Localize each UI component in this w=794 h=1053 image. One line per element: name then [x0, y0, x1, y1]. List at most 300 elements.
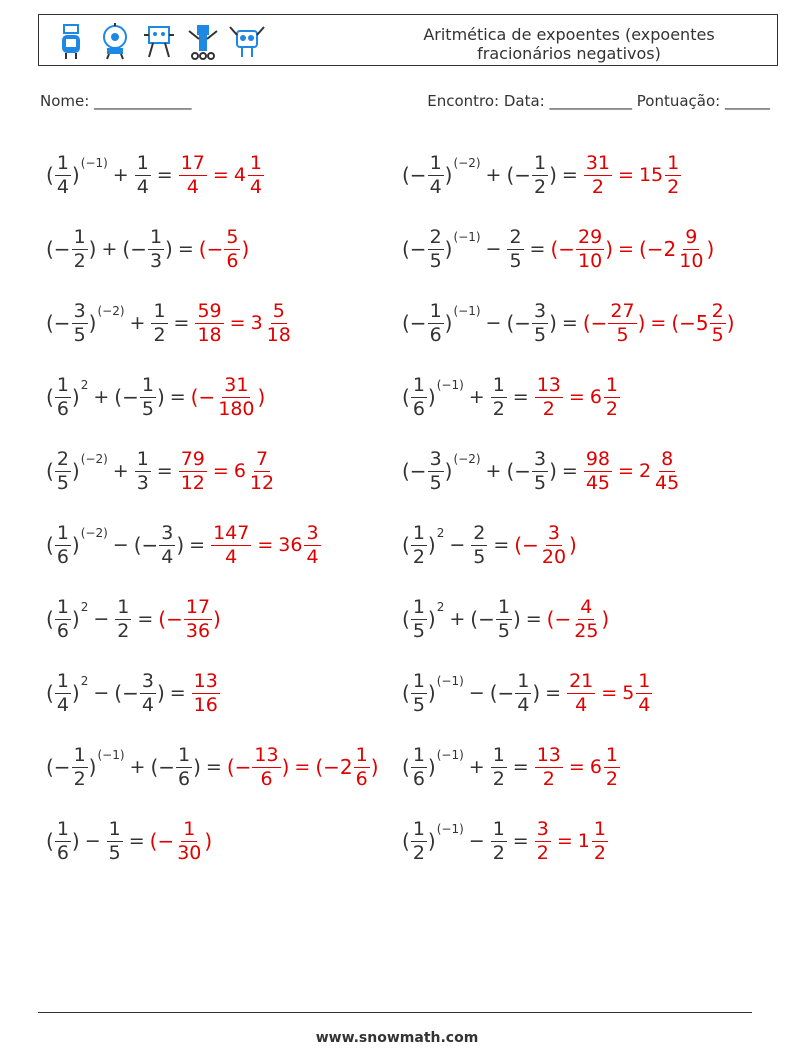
mixed-number — [233, 151, 265, 198]
exponent: (−1) — [436, 378, 464, 392]
fraction — [428, 151, 444, 198]
parenthesis: (− — [402, 163, 427, 187]
fraction — [135, 447, 151, 494]
denominator: 25 — [574, 619, 599, 642]
expression — [402, 669, 566, 716]
numerator: 1 — [412, 743, 425, 766]
fraction — [428, 225, 444, 272]
denominator: 5 — [56, 471, 69, 494]
robot-icon-3 — [139, 21, 179, 61]
operator: = — [212, 460, 229, 482]
denominator: 5 — [141, 397, 154, 420]
parenthesis: ) — [444, 237, 453, 261]
operator: = — [650, 312, 667, 334]
denominator: 5 — [429, 249, 442, 272]
operator: − — [485, 312, 502, 334]
robot-icon-2 — [95, 21, 135, 61]
expression — [402, 225, 550, 272]
numerator: 1 — [412, 595, 425, 618]
numerator: 5 — [272, 299, 285, 322]
denominator: 4 — [638, 693, 651, 716]
numerator: 17 — [185, 595, 211, 618]
exponent: 2 — [436, 526, 445, 540]
numerator: 2 — [473, 521, 486, 544]
exponent: (−2) — [453, 452, 481, 466]
denominator: 6 — [355, 767, 368, 790]
parenthesis: ) — [427, 607, 436, 631]
operator: = — [525, 608, 542, 630]
parenthesis: ( — [402, 755, 410, 779]
fraction — [428, 447, 444, 494]
denominator: 5 — [473, 545, 486, 568]
operator: = — [257, 534, 274, 556]
parenthesis: ( — [46, 385, 54, 409]
parenthesis: ( — [402, 681, 410, 705]
parenthesis: ( — [402, 533, 410, 557]
denominator: 6 — [226, 249, 239, 272]
numerator: 13 — [193, 669, 218, 692]
parenthesis: ) — [71, 533, 80, 557]
denominator: 5 — [412, 619, 425, 642]
operator: = — [568, 386, 585, 408]
fraction — [216, 373, 256, 420]
fraction — [535, 373, 563, 420]
denominator: 2 — [492, 397, 505, 420]
denominator: 4 — [186, 175, 199, 198]
fraction — [411, 743, 427, 790]
numerator: 3 — [161, 521, 174, 544]
numerator: 1 — [149, 225, 163, 248]
fraction — [55, 595, 71, 642]
numerator: 1 — [593, 817, 606, 840]
denominator: 18 — [266, 323, 291, 346]
numerator: 1 — [412, 521, 425, 544]
fraction — [151, 299, 167, 346]
fraction — [535, 817, 551, 864]
problem-14 — [402, 584, 609, 654]
expression — [402, 743, 534, 790]
denominator: 2 — [667, 175, 680, 198]
operator: = — [561, 164, 578, 186]
fraction — [471, 521, 487, 568]
answer — [534, 743, 621, 790]
problem-17 — [46, 732, 379, 802]
fraction — [411, 373, 427, 420]
problem-10 — [402, 436, 682, 506]
denominator: 5 — [616, 323, 629, 346]
fraction — [304, 521, 320, 568]
exponent: 2 — [80, 378, 89, 392]
numerator: 59 — [197, 299, 222, 322]
mixed-number — [233, 447, 277, 494]
fraction — [677, 225, 705, 272]
fraction — [354, 743, 370, 790]
numerator: 1 — [141, 373, 154, 396]
mixed-number — [577, 817, 609, 864]
problem-3 — [46, 214, 249, 284]
parenthesis: ( — [46, 607, 54, 631]
operator: = — [601, 682, 618, 704]
numerator: 1 — [492, 743, 505, 766]
fraction — [107, 817, 123, 864]
parenthesis: ) — [88, 755, 97, 779]
parenthesis: ) — [176, 533, 185, 557]
exponent: 2 — [80, 600, 89, 614]
fraction — [248, 151, 264, 198]
parenthesis: (− — [122, 237, 147, 261]
answer — [149, 817, 213, 864]
operator: + — [101, 238, 118, 260]
numerator: 2 — [509, 225, 522, 248]
answer — [194, 299, 293, 346]
problem-row — [46, 584, 766, 654]
numerator: 1 — [56, 521, 69, 544]
answer — [226, 743, 379, 790]
name-field-label: Nome: _____________ — [40, 92, 192, 110]
parenthesis: ) — [193, 755, 201, 779]
parenthesis: ) — [444, 163, 453, 187]
fraction — [55, 373, 71, 420]
numerator: 1 — [492, 373, 505, 396]
parenthesis: ) — [71, 459, 80, 483]
denominator: 4 — [161, 545, 174, 568]
fraction — [140, 669, 156, 716]
denominator: 4 — [429, 175, 442, 198]
parenthesis: ) — [427, 681, 436, 705]
parenthesis: (− — [46, 237, 71, 261]
fraction — [55, 521, 71, 568]
parenthesis: (− — [470, 607, 495, 631]
denominator: 30 — [177, 841, 202, 864]
problem-2 — [402, 140, 682, 210]
mixed-number — [638, 447, 682, 494]
numerator: 9 — [685, 225, 698, 248]
numerator: 1 — [429, 151, 442, 174]
numerator: 79 — [180, 447, 205, 470]
fraction — [653, 447, 681, 494]
parenthesis: (− — [114, 385, 139, 409]
parenthesis: ( — [402, 385, 410, 409]
operator: = — [545, 682, 562, 704]
numerator: 1 — [492, 817, 505, 840]
mixed-integer: 2 — [638, 460, 652, 482]
expression — [46, 447, 178, 494]
parenthesis: ) — [71, 681, 80, 705]
parenthesis: ) — [257, 385, 266, 409]
expression — [402, 595, 547, 642]
denominator: 4 — [225, 545, 238, 568]
problem-7 — [46, 362, 265, 432]
parenthesis: ) — [549, 163, 557, 187]
expression — [46, 743, 227, 790]
fraction — [72, 299, 88, 346]
footer-divider — [38, 1012, 752, 1013]
fraction — [592, 817, 608, 864]
mixed-integer: 5 — [622, 682, 635, 704]
parenthesis: (− — [114, 681, 139, 705]
parenthesis: ) — [281, 755, 290, 779]
mixed-integer: 6 — [233, 460, 246, 482]
fraction — [265, 299, 293, 346]
answer — [198, 225, 250, 272]
numerator: 1 — [56, 595, 69, 618]
fraction — [532, 299, 548, 346]
numerator: 1 — [56, 373, 69, 396]
numerator: 13 — [536, 743, 561, 766]
problem-9 — [46, 436, 277, 506]
numerator: 3 — [536, 817, 549, 840]
expression — [402, 151, 583, 198]
expression — [402, 447, 583, 494]
parenthesis: ( — [46, 459, 54, 483]
operator: − — [84, 830, 101, 852]
operator: + — [485, 164, 502, 186]
parenthesis: ) — [605, 237, 614, 261]
operator: = — [493, 534, 510, 556]
fraction — [567, 669, 595, 716]
parenthesis: ) — [427, 385, 436, 409]
denominator: 2 — [412, 841, 425, 864]
parenthesis: ) — [427, 755, 436, 779]
numerator: 1 — [117, 595, 130, 618]
parenthesis: ( — [46, 533, 54, 557]
expression — [402, 299, 583, 346]
fraction — [665, 151, 681, 198]
parenthesis: ) — [156, 681, 165, 705]
numerator: 8 — [661, 447, 674, 470]
operator: + — [468, 756, 485, 778]
parenthesis: (−5 — [671, 311, 709, 335]
numerator: 1 — [178, 743, 191, 766]
numerator: 1 — [153, 299, 166, 322]
mixed-number — [638, 151, 682, 198]
numerator: 3 — [141, 669, 154, 692]
fraction — [532, 151, 548, 198]
denominator: 10 — [578, 249, 603, 272]
fraction — [55, 817, 71, 864]
parenthesis: ) — [71, 829, 80, 853]
answer — [550, 225, 715, 272]
numerator: 2 — [429, 225, 442, 248]
answer — [583, 447, 682, 494]
fraction — [491, 817, 507, 864]
exponent: (−1) — [453, 230, 481, 244]
answer — [210, 521, 321, 568]
numerator: 3 — [429, 447, 442, 470]
parenthesis: (− — [506, 163, 532, 187]
answer — [178, 151, 265, 198]
operator: = — [212, 164, 229, 186]
fraction — [515, 669, 531, 716]
operator: = — [512, 756, 529, 778]
parenthesis: (− — [198, 237, 224, 261]
exponent: (−1) — [453, 304, 481, 318]
parenthesis: ) — [71, 607, 80, 631]
parenthesis: (−2 — [638, 237, 677, 261]
numerator: 1 — [412, 817, 425, 840]
parenthesis: (− — [506, 311, 532, 335]
problem-1 — [46, 140, 265, 210]
numerator: 13 — [254, 743, 279, 766]
numerator: 31 — [224, 373, 249, 396]
denominator: 45 — [585, 471, 611, 494]
denominator: 5 — [412, 693, 425, 716]
parenthesis: ) — [427, 829, 436, 853]
operator: − — [468, 830, 485, 852]
numerator: 7 — [255, 447, 269, 470]
denominator: 10 — [679, 249, 704, 272]
operator: = — [189, 534, 206, 556]
denominator: 2 — [492, 841, 505, 864]
mixed-number — [589, 373, 621, 420]
parenthesis: (− — [226, 755, 252, 779]
operator: = — [156, 164, 173, 186]
numerator: 29 — [578, 225, 603, 248]
numerator: 1 — [534, 151, 547, 174]
denominator: 6 — [56, 545, 69, 568]
denominator: 5 — [73, 323, 86, 346]
parenthesis: (− — [46, 311, 71, 335]
fraction — [159, 521, 175, 568]
fraction — [211, 521, 251, 568]
numerator: 1 — [249, 151, 263, 174]
parenthesis: ( — [402, 607, 410, 631]
fraction — [576, 225, 604, 272]
fraction — [710, 299, 726, 346]
fraction — [140, 373, 156, 420]
denominator: 20 — [541, 545, 567, 568]
problem-row — [46, 288, 766, 358]
numerator: 4 — [580, 595, 593, 618]
parenthesis: ) — [637, 311, 646, 335]
parenthesis: (−2 — [315, 755, 353, 779]
denominator: 4 — [517, 693, 530, 716]
operator: = — [205, 756, 222, 778]
footer-url: www.snowmath.com — [315, 1030, 479, 1046]
expression — [46, 225, 199, 272]
operator: = — [229, 312, 246, 334]
denominator: 2 — [605, 767, 619, 790]
numerator: 27 — [610, 299, 635, 322]
numerator: 1 — [73, 743, 86, 766]
operator: = — [529, 238, 546, 260]
fraction — [428, 299, 444, 346]
operator: + — [112, 164, 129, 186]
parenthesis: ( — [46, 163, 54, 187]
denominator: 36 — [185, 619, 211, 642]
denominator: 2 — [542, 767, 555, 790]
fraction — [491, 373, 507, 420]
fraction — [55, 669, 71, 716]
numerator: 1 — [605, 373, 619, 396]
numerator: 3 — [73, 299, 86, 322]
parenthesis: (− — [150, 755, 176, 779]
mixed-integer: 4 — [233, 164, 246, 186]
answer — [191, 669, 221, 716]
fraction — [184, 595, 212, 642]
problem-row — [46, 362, 766, 432]
parenthesis: ) — [549, 459, 557, 483]
numerator: 98 — [585, 447, 611, 470]
operator: − — [93, 608, 110, 630]
numerator: 1 — [497, 595, 510, 618]
denominator: 2 — [542, 397, 555, 420]
fraction — [72, 225, 88, 272]
parenthesis: (− — [489, 681, 515, 705]
denominator: 16 — [193, 693, 218, 716]
expression — [402, 817, 534, 864]
numerator: 1 — [412, 669, 425, 692]
problem-15 — [46, 658, 221, 728]
numerator: 1 — [605, 743, 619, 766]
parenthesis: ) — [726, 311, 735, 335]
numerator: 21 — [569, 669, 594, 692]
parenthesis: (− — [149, 829, 175, 853]
operator: − — [449, 534, 466, 556]
parenthesis: ) — [532, 681, 541, 705]
fraction — [411, 521, 427, 568]
problem-6 — [402, 288, 735, 358]
denominator: 3 — [149, 249, 163, 272]
exponent: (−2) — [453, 156, 481, 170]
numerator: 147 — [213, 521, 250, 544]
denominator: 2 — [605, 397, 619, 420]
numerator: 1 — [183, 817, 196, 840]
fraction — [411, 669, 427, 716]
robot-icon-4 — [183, 21, 223, 61]
operator: = — [561, 460, 578, 482]
fraction — [572, 595, 600, 642]
mixed-number — [589, 743, 621, 790]
numerator: 1 — [108, 817, 121, 840]
exponent: (−1) — [80, 156, 108, 170]
exponent: (−2) — [97, 304, 125, 318]
problem-5 — [46, 288, 294, 358]
operator: = — [177, 238, 194, 260]
parenthesis: (− — [506, 459, 532, 483]
operator: = — [169, 682, 186, 704]
parenthesis: (− — [46, 755, 71, 779]
numerator: 1 — [136, 151, 149, 174]
operator: − — [468, 682, 485, 704]
fraction — [507, 225, 523, 272]
fraction — [604, 743, 620, 790]
problem-20 — [402, 806, 609, 876]
denominator: 2 — [591, 175, 604, 198]
denominator: 6 — [56, 619, 69, 642]
parenthesis: ) — [156, 385, 165, 409]
answer — [583, 151, 682, 198]
expression — [46, 521, 210, 568]
expression — [402, 521, 514, 568]
fraction — [604, 373, 620, 420]
numerator: 1 — [136, 447, 149, 470]
numerator: 1 — [56, 817, 69, 840]
answer — [534, 817, 609, 864]
operator: + — [449, 608, 466, 630]
denominator: 4 — [56, 693, 69, 716]
operator: + — [129, 312, 146, 334]
denominator: 2 — [492, 767, 505, 790]
denominator: 2 — [534, 175, 547, 198]
parenthesis: ( — [402, 829, 410, 853]
parenthesis: (− — [158, 607, 183, 631]
fraction — [532, 447, 548, 494]
fraction — [148, 225, 164, 272]
worksheet-title — [409, 25, 729, 63]
exponent: (−1) — [97, 748, 125, 762]
denominator: 6 — [429, 323, 442, 346]
